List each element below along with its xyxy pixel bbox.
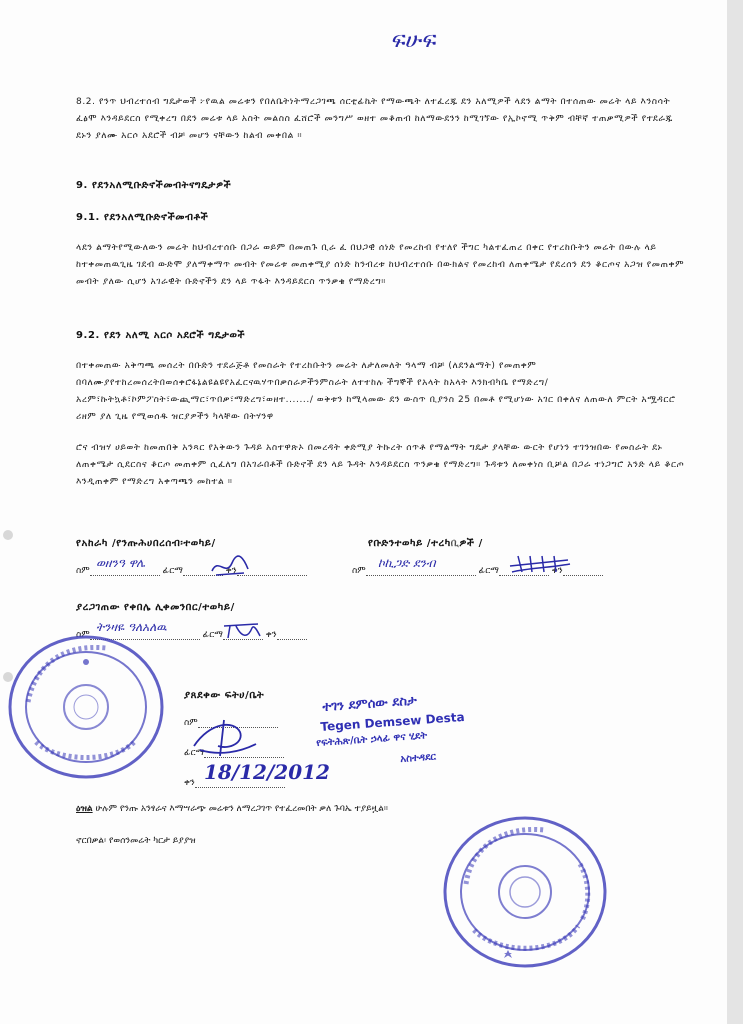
lessee-heading: የቡድንተወካይ /ተረካቢዎች / bbox=[368, 538, 483, 549]
office-date-label: ቀን bbox=[184, 778, 195, 788]
witness-name-label: ስም bbox=[76, 630, 90, 640]
section-9-1-paragraph: ላደን ልማትየሚውለውን መሬት ከህብረተሰቡ በጋራ ወይም በመጠጉ ቢራ ፈ በህጋዊ ሰነድ የመረከብ የተለየ ችግር ካልተፈጠረ በቀር የተረከቡትን መሬት በውሉ ላይ ከተቀመጠዉጊዜ ገደብ ውድሞ ያለማቀማጥ መብት የመሬቱ መጠቀሚያ ሰነድ ከንብረቱ ከህብረተሰቡ በውክልና የመረከብ ለጠቀሜታ የደረሰን ደን ቆርጦና አጋዝ የመጠቀም መብት ያለው ሲሆን አገራዊት ቡድኖችን ደን ላይ ጥፋት እንዳይደርስ ጥንቃቄ የማድረግ። bbox=[76, 243, 685, 287]
witness-date-label: ቀን bbox=[265, 630, 277, 640]
footer-attachment bbox=[76, 836, 196, 846]
section-9-2-heading: 9.2. የደን አለሚ አርሶ አደሮች ግዴታወች bbox=[76, 330, 246, 341]
lessee-date-label: ቀን bbox=[551, 566, 563, 576]
top-handwriting: ፍሁፍ bbox=[390, 28, 436, 53]
witness-heading: ያረጋገጠው የቀበሌ ሊቀመንበር/ተወካይ/ bbox=[76, 602, 235, 613]
office-signature-label: ፊርማ bbox=[184, 748, 205, 758]
official-stamp-line-1: ተገን ደምሰው ደስታ bbox=[322, 693, 418, 715]
section-9-heading: 9. የደንአለሚቡድኖችመብትናግዴታዎች bbox=[76, 180, 232, 191]
section-8-2-paragraph: 8.2. የንጥ ህብረተሰብ ግዴታወች ፦የዉል መሬቱን የበለቤትነትማረጋገጫ ሰርቲፊኬት የማውጫት ለተፈረጁ ደን አለሚዎች ላደን ልማት በተሰጠው መሬት ላይ እንስሳት ፈፅሞ እንዳይደርስ የሚቀረግ በደን መሬቱ ላይ አስት መልስስ ፈሸሮች መንግሥ ወዘተ መቆጠብ ከለማውደንን ከሚገኘው የኢኮኖሚ ጥቅም ብቸኛ ተጠቃሚዎች የተደራጁ ደኑን ያለሙ አርሶ አደሮች ብቻ መሆን ናቸውን ከልብ መቀበል ። bbox=[76, 97, 673, 141]
lessor-heading: የአከራካ /የንጡሕሀበረሰብ፡ተወካይ/ bbox=[76, 538, 216, 549]
right-round-seal bbox=[440, 812, 610, 972]
office-name-label: ስም bbox=[184, 718, 198, 728]
witness-name-handwriting: ትንዛዬ ዓለአለዉ bbox=[96, 620, 167, 634]
section-9-2-paragraph-2: ሮና ብዝሃ ሀይወት ከመጠበቅ አንጻር የአቅውን ጉዳይ አስተዋጽኦ በመረዳት ቀድሚያ ትኩረት ሰጥቶ የማልማት ግዴታ ያላቸው ውርት የሆነን ተገንዝበው የመስራት ደኑ ለጠቀሜታ ሲደርስና ቆርጦ መጠቀም ሲፈለግ በአገራበቶች ቡድኖች ደን ላይ ጉዳት እንዳይደርስ ጥንቃቄ የማድረግ። ጉዳቱን ለመቀነስ ቢቻል በጋራ ተነጋግሮ አንድ ላይ ቆርጦ እንዲጠቀም የማድረግ አቀጣጫን መከተል ። bbox=[76, 443, 685, 487]
lessor-date-label: ቀን bbox=[225, 566, 237, 576]
lessee-name-handwriting: ኮኪጋድ ደንብ bbox=[378, 556, 436, 570]
office-heading: ያጸደቀው ፍትሀ/ቤት bbox=[184, 690, 265, 701]
official-stamp-line-4: አስተዳደር bbox=[400, 751, 437, 765]
official-stamp-line-2: Tegen Demsew Desta bbox=[320, 709, 466, 734]
footer-note-label: ዕዝል bbox=[76, 804, 93, 814]
office-date-handwriting: 18/12/2012 bbox=[204, 760, 330, 784]
punch-hole bbox=[3, 530, 13, 540]
office-signature-scribble bbox=[190, 716, 260, 758]
page-scan-edge bbox=[727, 0, 743, 1024]
lessee-name-label: ስም bbox=[352, 566, 366, 576]
left-round-seal bbox=[6, 632, 166, 782]
lessee-signature-label: ፊርማ bbox=[478, 566, 499, 576]
section-9-1-heading: 9.1. የደንአለሚቡድኖችመብቶች bbox=[76, 212, 209, 223]
footer-note bbox=[76, 804, 388, 814]
lessor-name-handwriting: ወዘንዓ ዋሌ bbox=[96, 556, 146, 570]
section-9-2-paragraph-1: በተቀመጠው አቅጣጫ መሰረት በቡድን ተደራጅቶ የመስራት የተረከቡትን መሬት ለታለመለት ዓላማ ብቻ (ለደንልማት) የመጠቀም በባለሙያየተከረመሰረትበወሰቀሮፋኔልዩልዩየአፈርናዉሃጥበቃስራዎችንምስራት ለተተከሉ ችግኞች የአላት ከአላት እንክብካቤ የማድረግ/አረም፣ኩትኳቶ፣ኮምፖስት፣ውጪማር፣ጥበቃ፣ማድረግ፣ወዘተ......./ ወቅቱን ከሚላመው ደን ውስጥ ቢያንስ 25 በመቶ የሚሆነው አገር በቀለና ለጠውለ ምርት አሟዳርሮ ሪዘም ያለ ጊዜ የሚወሰዱ ዝርያዎችን ካላቸው በትሃንዋ bbox=[76, 361, 676, 422]
witness-signature-label: ፊርማ bbox=[202, 630, 223, 640]
lessor-signature-label: ፊርማ bbox=[162, 566, 183, 576]
footer-note-text: ሁሉም የንጡ አንፃራና እማሣራጭ መሬቱን ለማረጋገጥ የተፈረመበት ቃለ ጉባኤ ተያይዟል። bbox=[95, 804, 389, 814]
footer-attachment-text: የወሰንመሬት ካርታ ይያያዝ bbox=[109, 836, 196, 846]
lessor-name-label: ስም bbox=[76, 566, 90, 576]
lessee-signature-scribble bbox=[508, 552, 572, 576]
official-stamp-line-3: የፍትሕጽ/ቤት ኃላፊ ዋና ሂደት bbox=[316, 730, 428, 749]
lessor-signature-scribble bbox=[210, 555, 250, 579]
footer-attachment-label: ኖርበቃል፡ bbox=[76, 836, 107, 846]
witness-signature-scribble bbox=[222, 620, 262, 640]
